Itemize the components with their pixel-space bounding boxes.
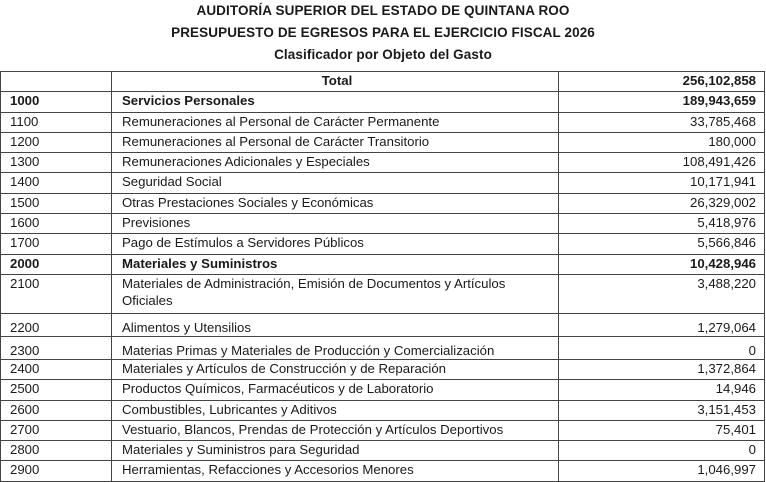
row-code: 2200 <box>1 313 112 336</box>
row-amount: 10,171,941 <box>559 173 765 193</box>
classifier-subtitle: Clasificador por Objeto del Gasto <box>274 47 492 62</box>
table-row <box>1 254 765 274</box>
row-description: Seguridad Social <box>112 173 559 193</box>
row-description: Combustibles, Lubricantes y Aditivos <box>112 400 559 420</box>
row-description: Materiales y Artículos de Construcción y de Reparación <box>112 359 559 379</box>
row-code: 1500 <box>1 193 112 213</box>
row-amount: 5,418,976 <box>559 214 765 234</box>
row-description: Productos Químicos, Farmacéuticos y de Laboratorio <box>112 380 559 400</box>
row-amount: 108,491,426 <box>559 153 765 173</box>
row-description: Remuneraciones Adicionales y Especiales <box>112 153 559 173</box>
row-description: Alimentos y Utensilios <box>112 313 559 336</box>
row-amount: 189,943,659 <box>559 92 765 112</box>
row-code: 1400 <box>1 173 112 193</box>
row-code: 2600 <box>1 400 112 420</box>
row-description: Materiales y Suministros para Seguridad <box>112 441 559 461</box>
row-code: 2700 <box>1 420 112 440</box>
row-amount: 1,046,997 <box>559 461 765 481</box>
table-row <box>1 193 765 213</box>
budget-table <box>0 71 765 482</box>
row-code: 2300 <box>1 336 112 359</box>
total-code-cell <box>1 72 112 92</box>
row-amount: 0 <box>559 336 765 359</box>
table-row <box>1 313 765 336</box>
row-code: 2100 <box>1 274 112 313</box>
table-row <box>1 461 765 481</box>
row-code: 1200 <box>1 132 112 152</box>
row-amount: 10,428,946 <box>559 254 765 274</box>
row-code: 2800 <box>1 441 112 461</box>
table-row <box>1 274 765 313</box>
table-row <box>1 420 765 440</box>
row-description: Pago de Estímulos a Servidores Públicos <box>112 234 559 254</box>
document-header <box>0 0 766 66</box>
total-amount-cell: 256,102,858 <box>559 72 765 92</box>
row-description: Materias Primas y Materiales de Producción y Comercialización <box>112 336 559 359</box>
table-row <box>1 214 765 234</box>
row-amount: 3,151,453 <box>559 400 765 420</box>
table-row <box>1 400 765 420</box>
row-code: 2400 <box>1 359 112 379</box>
row-amount: 33,785,468 <box>559 112 765 132</box>
table-row <box>1 92 765 112</box>
row-amount: 180,000 <box>559 132 765 152</box>
table-row <box>1 132 765 152</box>
row-amount: 75,401 <box>559 420 765 440</box>
table-row <box>1 336 765 359</box>
row-amount: 1,279,064 <box>559 313 765 336</box>
row-amount: 0 <box>559 441 765 461</box>
total-row <box>1 72 765 92</box>
institution-title: AUDITORÍA SUPERIOR DEL ESTADO DE QUINTANA ROO <box>196 3 570 18</box>
table-row <box>1 173 765 193</box>
row-amount: 5,566,846 <box>559 234 765 254</box>
table-row <box>1 380 765 400</box>
row-code: 2500 <box>1 380 112 400</box>
row-amount: 3,488,220 <box>559 274 765 313</box>
row-code: 1000 <box>1 92 112 112</box>
row-description: Servicios Personales <box>112 92 559 112</box>
row-description: Vestuario, Blancos, Prendas de Protección y Artículos Deportivos <box>112 420 559 440</box>
row-code: 1100 <box>1 112 112 132</box>
table-row <box>1 359 765 379</box>
row-description: Otras Prestaciones Sociales y Económicas <box>112 193 559 213</box>
table-row <box>1 441 765 461</box>
row-description: Remuneraciones al Personal de Carácter Transitorio <box>112 132 559 152</box>
row-amount: 1,372,864 <box>559 359 765 379</box>
table-row <box>1 153 765 173</box>
row-amount: 26,329,002 <box>559 193 765 213</box>
budget-title: PRESUPUESTO DE EGRESOS PARA EL EJERCICIO FISCAL 2026 <box>171 25 595 40</box>
total-label-cell: Total <box>112 72 559 92</box>
row-description: Materiales y Suministros <box>112 254 559 274</box>
row-amount: 14,946 <box>559 380 765 400</box>
row-code: 1300 <box>1 153 112 173</box>
row-description: Herramientas, Refacciones y Accesorios Menores <box>112 461 559 481</box>
row-description: Remuneraciones al Personal de Carácter Permanente <box>112 112 559 132</box>
row-code: 2900 <box>1 461 112 481</box>
row-code: 2000 <box>1 254 112 274</box>
row-description: Materiales de Administración, Emisión de Documentos y Artículos Oficiales <box>112 274 559 313</box>
row-description: Previsiones <box>112 214 559 234</box>
row-code: 1700 <box>1 234 112 254</box>
table-row <box>1 234 765 254</box>
table-row <box>1 112 765 132</box>
row-code: 1600 <box>1 214 112 234</box>
